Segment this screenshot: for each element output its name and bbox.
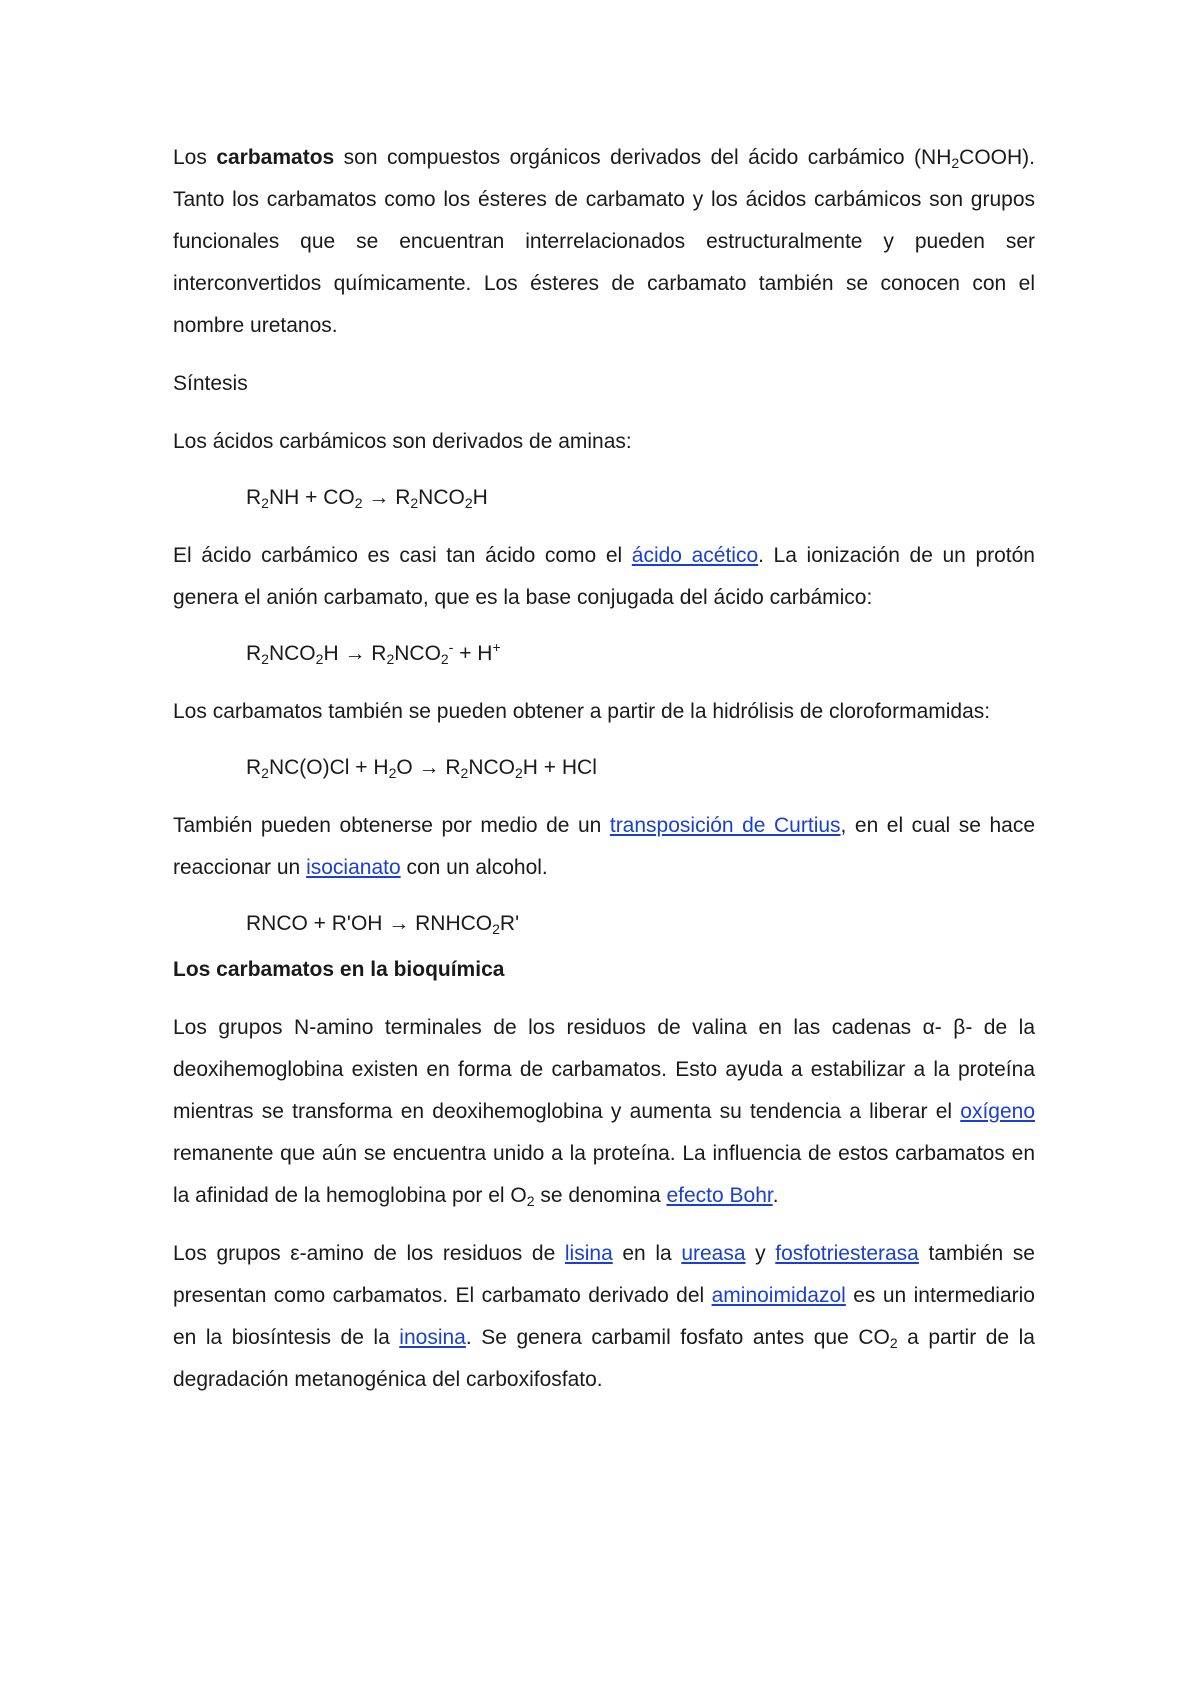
link-efecto-bohr[interactable]: efecto Bohr xyxy=(666,1184,773,1207)
link-ureasa[interactable]: ureasa xyxy=(681,1242,746,1265)
link-isocianato[interactable]: isocianato xyxy=(306,856,401,879)
link-aminoimidazol[interactable]: aminoimidazol xyxy=(711,1284,846,1307)
equation-3: $R_2NC(O)Cl + H_2O \to R_2NCO_2H$ + HCl xyxy=(246,756,597,781)
link-transposicion-curtius[interactable]: transposición de Curtius xyxy=(609,814,841,837)
equation-1: $R_2NH + CO_2 \to R_2NCO_2H$ xyxy=(246,486,488,511)
section-title-sintesis: Síntesis xyxy=(173,372,248,395)
text: Los xyxy=(173,146,217,169)
curtius-paragraph: También pueden obtenerse por medio de un transposición de Curtius, en el cual se hace reaccionar un isocianato con un alcohol. xyxy=(173,814,1035,879)
lysine-paragraph: Los grupos ε-amino de los residuos de lisina en la ureasa y fosfotriesterasa también se presentan como carbamatos. El carbamato derivado del aminoimidazol es un intermediario en la biosíntesis de la inosina. Se genera carbamil fosfato antes que $CO_2$ a partir de la degradación metanogénica del carboxifosfato. xyxy=(173,1242,1035,1391)
link-acido-acetico[interactable]: ácido acético xyxy=(631,544,759,567)
hydrolysis-paragraph: Los carbamatos también se pueden obtener a partir de la hidrólisis de cloroformamidas: xyxy=(173,700,991,723)
link-inosina[interactable]: inosina xyxy=(399,1326,466,1349)
text: son compuestos orgánicos derivados del ácido carbámico (NH xyxy=(334,146,952,169)
equation-4: RNCO + $R'OH \to RNHCO_2R'$ xyxy=(246,912,520,937)
link-lisina[interactable]: lisina xyxy=(564,1242,613,1265)
term-carbamatos: carbamatos xyxy=(216,146,335,169)
acidity-paragraph: El ácido carbámico es casi tan ácido como el ácido acético. La ionización de un protón genera el anión carbamato, que es la base conjugada del ácido carbámico: xyxy=(173,544,1035,609)
intro-paragraph xyxy=(173,137,1035,347)
subscript: 2 xyxy=(951,155,960,171)
hemoglobin-paragraph: Los grupos N-amino terminales de los residuos de valina en las cadenas α- β- de la deoxihemoglobina existen en forma de carbamatos. Esto ayuda a estabilizar a la proteína mientras se transforma en deoxihemoglobina y aumenta su tendencia a liberar el oxígeno remanente que aún se encuentra unido a la proteína. La influencia de estos carbamatos en la afinidad de la hemoglobina por el $O_2$ se denomina efecto Bohr. xyxy=(173,1016,1035,1209)
amines-paragraph: Los ácidos carbámicos son derivados de aminas: xyxy=(173,430,632,453)
equation-2: $R_2NCO_2H \to R_2NCO_2^- + H^+$ xyxy=(246,639,501,667)
section-title-bioquimica: Los carbamatos en la bioquímica xyxy=(173,958,505,981)
link-oxigeno[interactable]: oxígeno xyxy=(960,1100,1035,1123)
link-fosfotriesterasa[interactable]: fosfotriesterasa xyxy=(775,1242,919,1265)
text: COOH). Tanto los carbamatos como los ésteres de carbamato y los ácidos carbámicos son grupos funcionales que se encuentran interrelacionados estructuralmente y pueden ser interconvertidos químicamente. Los ésteres de carbamato también se conocen con el nombre uretanos. xyxy=(173,146,1035,337)
